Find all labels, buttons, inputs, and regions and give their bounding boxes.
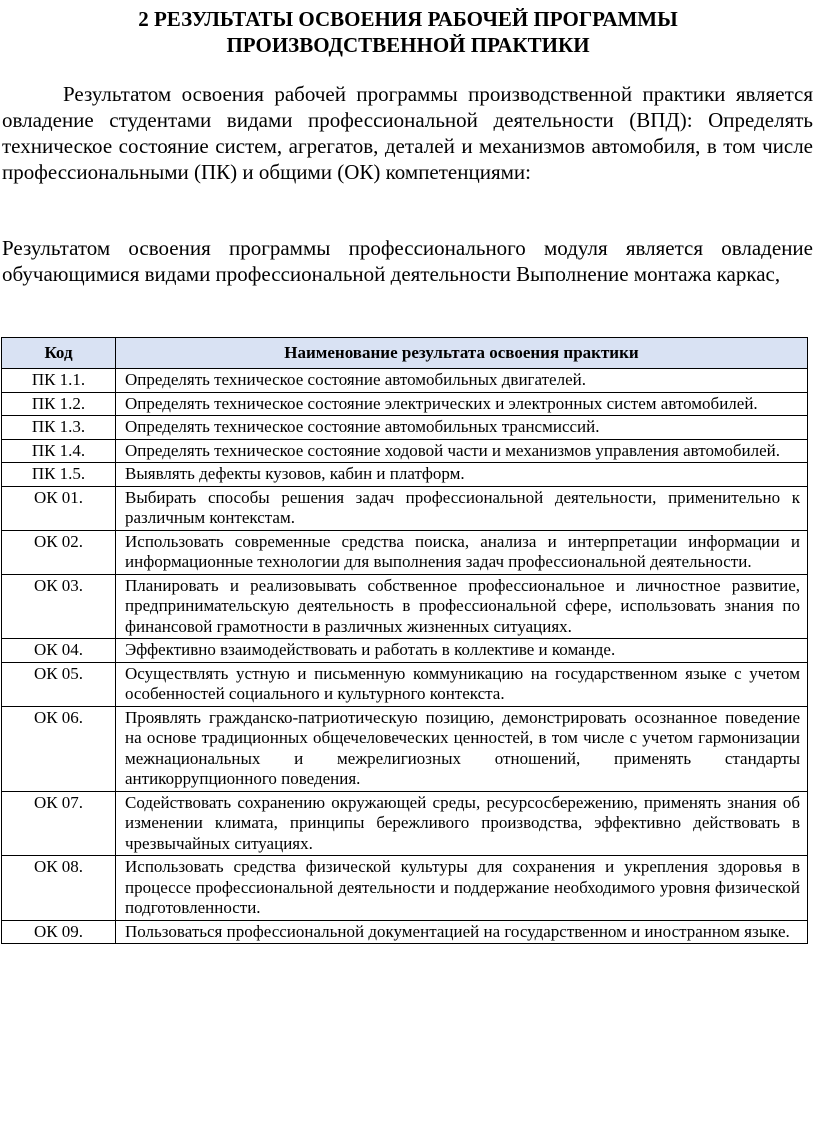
table-row bbox=[2, 530, 808, 574]
competency-code: ОК 07. bbox=[2, 791, 116, 856]
competency-code: ОК 02. bbox=[2, 530, 116, 574]
competency-code: ПК 1.2. bbox=[2, 392, 116, 416]
competency-code: ПК 1.5. bbox=[2, 463, 116, 487]
competency-description: Использовать средства физической культуры для сохранения и укрепления здоровья в процессе профессиональной деятельности и поддержание необходимого уровня физической подготовленности. bbox=[116, 856, 808, 921]
section-heading bbox=[0, 6, 816, 58]
competency-code: ПК 1.1. bbox=[2, 369, 116, 393]
table-row bbox=[2, 463, 808, 487]
competency-description: Планировать и реализовывать собственное профессиональное и личностное развитие, предпринимательскую деятельность в профессиональной сфере, использовать знания по финансовой грамотности в различных жизненных ситуациях. bbox=[116, 574, 808, 639]
table-row bbox=[2, 920, 808, 944]
table-row bbox=[2, 706, 808, 791]
section-heading-line-1: 2 РЕЗУЛЬТАТЫ ОСВОЕНИЯ РАБОЧЕЙ ПРОГРАММЫ bbox=[138, 7, 678, 31]
competency-description: Использовать современные средства поиска, анализа и интерпретации информации и информационные технологии для выполнения задач профессиональной деятельности. bbox=[116, 530, 808, 574]
competency-code: ОК 05. bbox=[2, 662, 116, 706]
competency-code: ПК 1.3. bbox=[2, 416, 116, 440]
table-row bbox=[2, 439, 808, 463]
table-row bbox=[2, 574, 808, 639]
column-header-code: Код bbox=[2, 338, 116, 369]
section-heading-line-2: ПРОИЗВОДСТВЕННОЙ ПРАКТИКИ bbox=[226, 33, 590, 57]
table-row bbox=[2, 416, 808, 440]
competency-code: ПК 1.4. bbox=[2, 439, 116, 463]
table-row bbox=[2, 856, 808, 921]
competency-code: ОК 08. bbox=[2, 856, 116, 921]
table-header-row bbox=[2, 338, 808, 369]
competency-code: ОК 06. bbox=[2, 706, 116, 791]
competency-code: ОК 04. bbox=[2, 639, 116, 663]
competency-code: ОК 03. bbox=[2, 574, 116, 639]
competency-description: Пользоваться профессиональной документацией на государственном и иностранном языке. bbox=[116, 920, 808, 944]
table-row bbox=[2, 486, 808, 530]
module-paragraph: Результатом освоения программы профессионального модуля является овладение обучающимися видами профессиональной деятельности Выполнение монтажа каркас, bbox=[2, 236, 813, 286]
competency-description: Определять техническое состояние автомобильных трансмиссий. bbox=[116, 416, 808, 440]
competency-description: Осуществлять устную и письменную коммуникацию на государственном языке с учетом особенностей социального и культурного контекста. bbox=[116, 662, 808, 706]
competency-code: ОК 09. bbox=[2, 920, 116, 944]
competency-code: ОК 01. bbox=[2, 486, 116, 530]
competency-description: Эффективно взаимодействовать и работать в коллективе и команде. bbox=[116, 639, 808, 663]
outcomes-table bbox=[1, 337, 808, 944]
column-header-name: Наименование результата освоения практики bbox=[116, 338, 808, 369]
table-row bbox=[2, 662, 808, 706]
table-row bbox=[2, 369, 808, 393]
competency-description: Определять техническое состояние электрических и электронных систем автомобилей. bbox=[116, 392, 808, 416]
competency-description: Выбирать способы решения задач профессиональной деятельности, применительно к различным контекстам. bbox=[116, 486, 808, 530]
competency-description: Содействовать сохранению окружающей среды, ресурсосбережению, применять знания об изменении климата, принципы бережливого производства, эффективно действовать в чрезвычайных ситуациях. bbox=[116, 791, 808, 856]
competency-description: Проявлять гражданско-патриотическую позицию, демонстрировать осознанное поведение на основе традиционных общечеловеческих ценностей, в том числе с учетом гармонизации межнациональных и межрелигиозных отношений, применять стандарты антикоррупционного поведения. bbox=[116, 706, 808, 791]
intro-paragraph: Результатом освоения рабочей программы производственной практики является овладение студентами видами профессиональной деятельности (ВПД): Определять техническое состояние систем, агрегатов, деталей и механизмов автомобиля, в том числе профессиональными (ПК) и общими (ОК) компетенциями: bbox=[2, 82, 813, 184]
table-row bbox=[2, 392, 808, 416]
competency-description: Определять техническое состояние автомобильных двигателей. bbox=[116, 369, 808, 393]
competency-description: Выявлять дефекты кузовов, кабин и платформ. bbox=[116, 463, 808, 487]
table-row bbox=[2, 791, 808, 856]
competency-description: Определять техническое состояние ходовой части и механизмов управления автомобилей. bbox=[116, 439, 808, 463]
table-row bbox=[2, 639, 808, 663]
